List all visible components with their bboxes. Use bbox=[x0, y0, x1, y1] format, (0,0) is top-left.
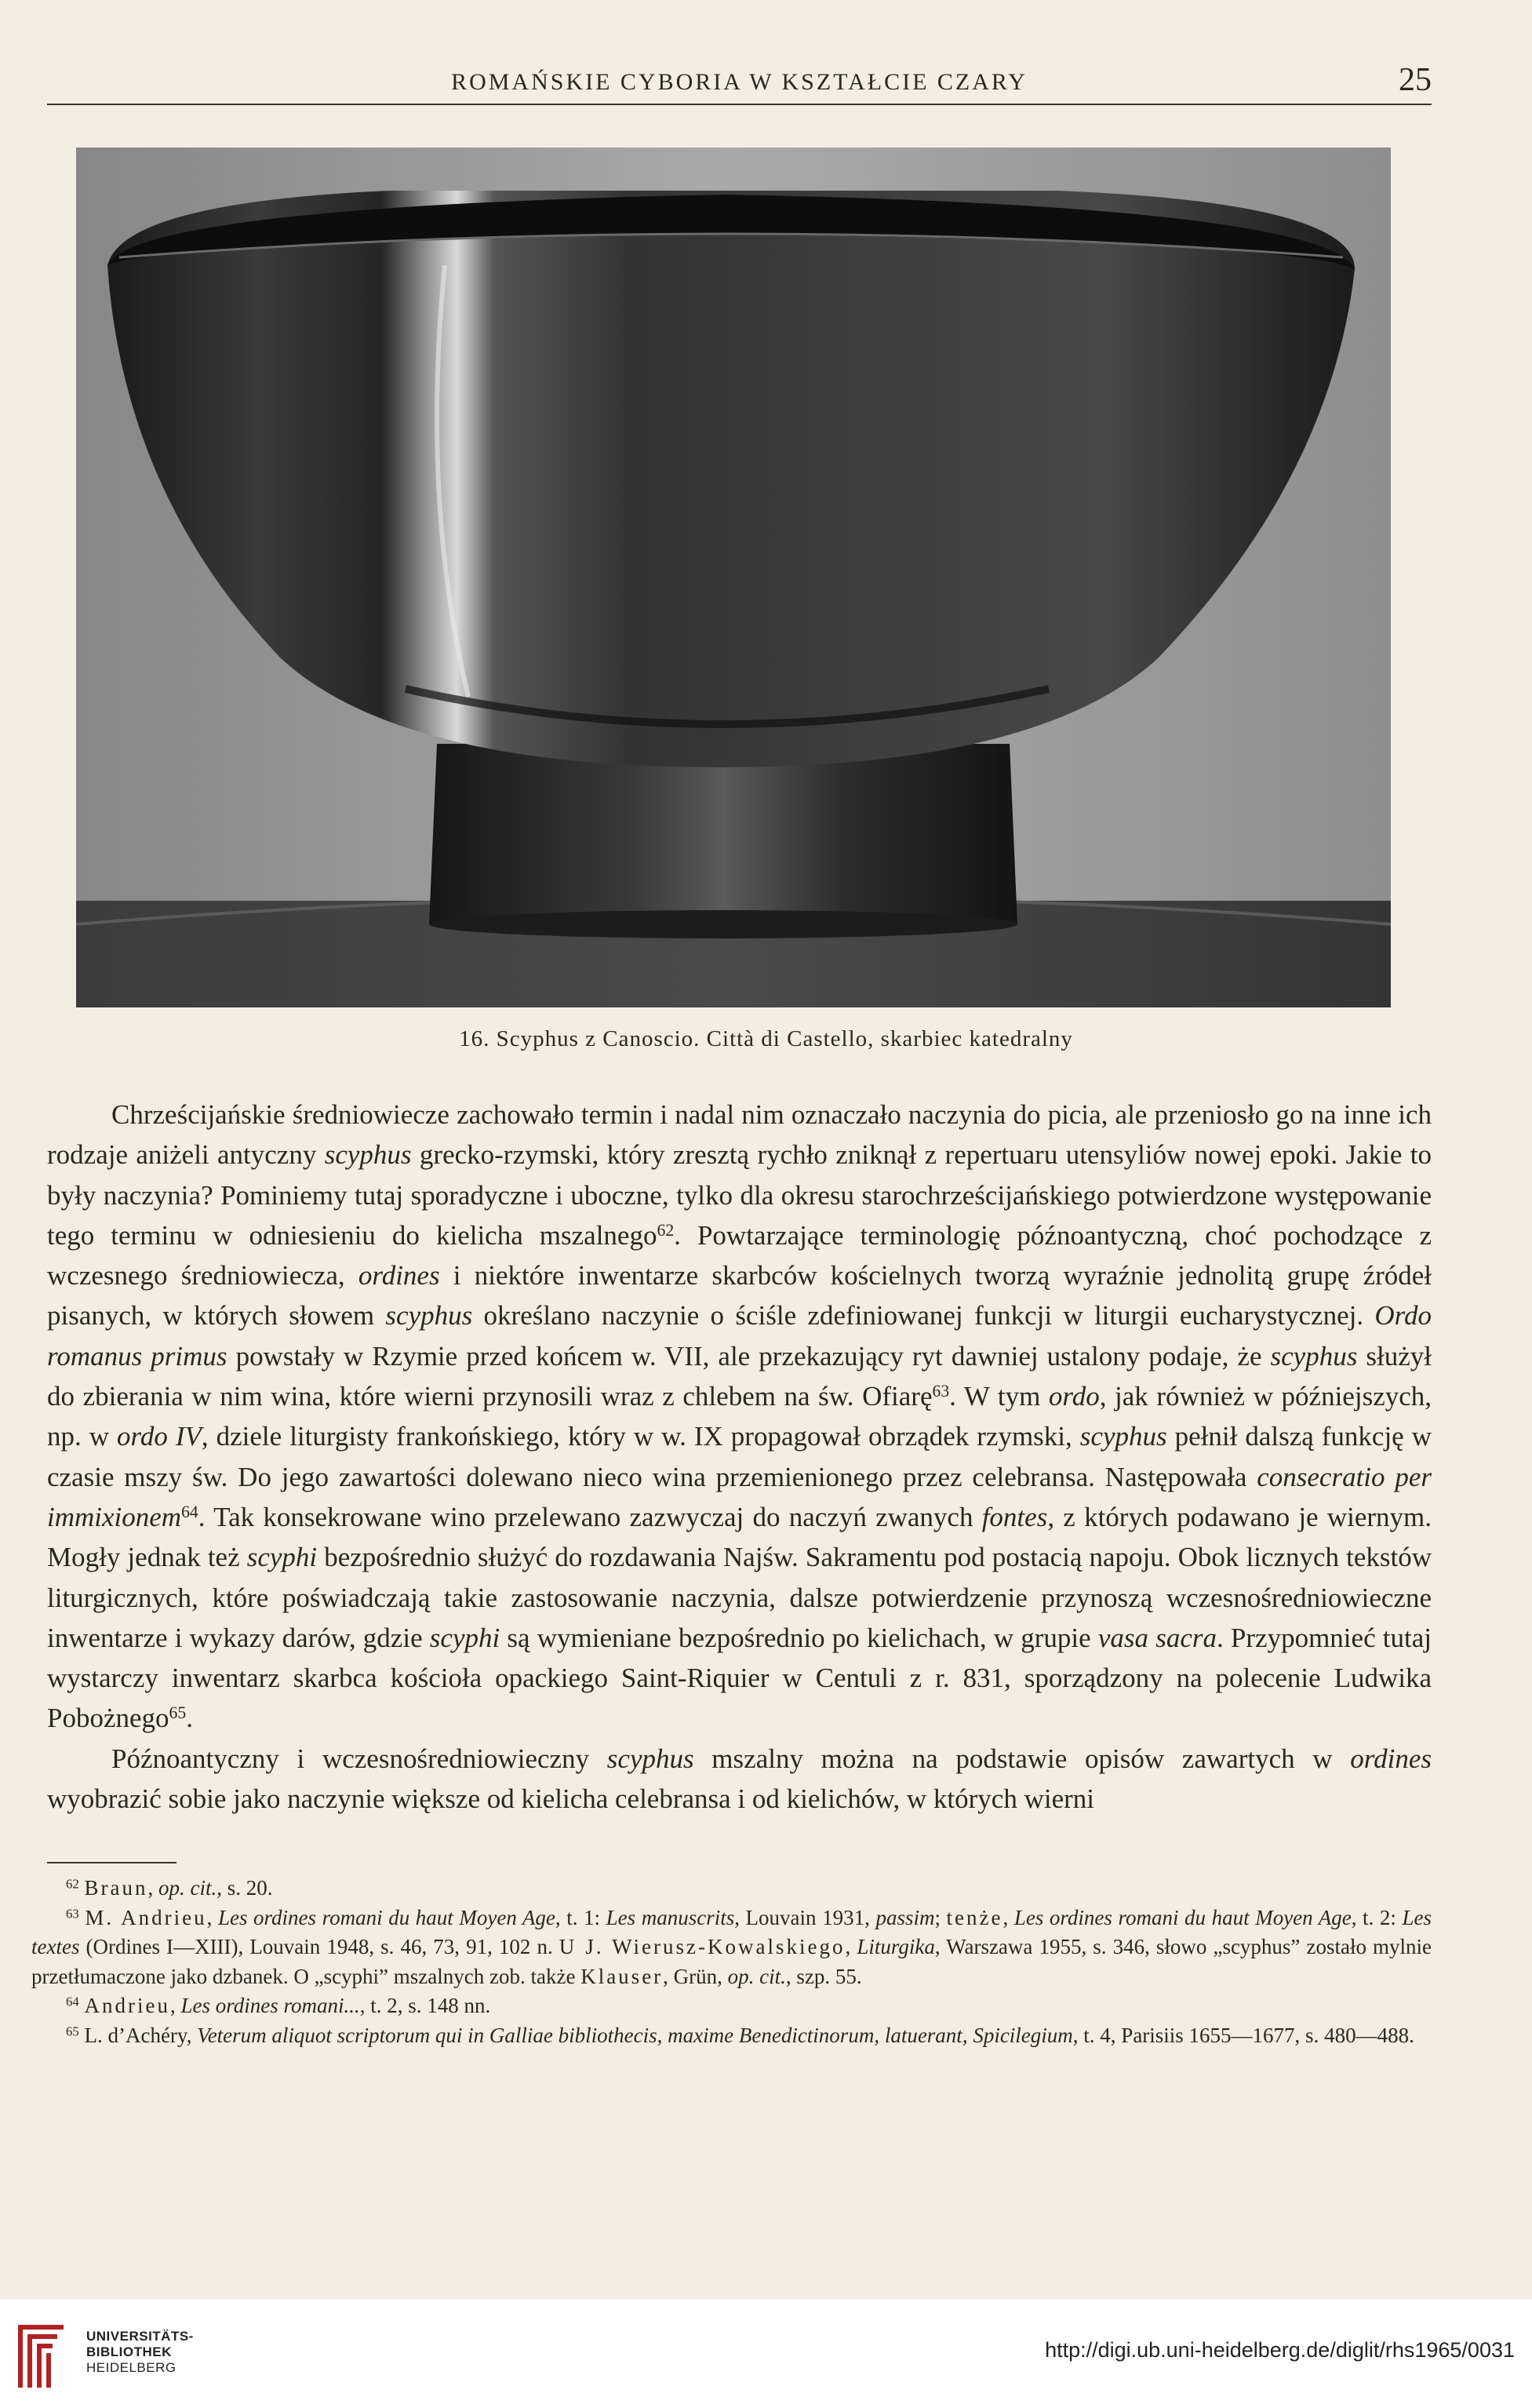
library-name: UNIVERSITÄTS- BIBLIOTHEK HEIDELBERG bbox=[86, 2329, 194, 2375]
figure-caption: 16. Scyphus z Canoscio. Città di Castello, skarbiec katedralny bbox=[459, 1026, 1073, 1051]
footnote-65: $^{65}$ L. d’Achéry, Veterum aliquot scriptorum qui in Galliae bibliothecis, maxime Benedictinorum, latuerant, Spicilegium, t. 4, Parisiis 1655—1677, s. 480—488. bbox=[66, 2023, 1414, 2047]
footnote-ref-62: 62 bbox=[657, 1221, 675, 1240]
footnote-ref-64: 64 bbox=[181, 1503, 198, 1522]
footnote-62: $^{62}$ Braun, op. cit., s. 20. bbox=[66, 1876, 273, 1900]
footnotes bbox=[31, 1874, 1432, 2050]
source-url-link[interactable]: http://digi.ub.uni-heidelberg.de/diglit/rhs1965/0031 bbox=[1045, 2338, 1515, 2362]
footnote-ref-65: 65 bbox=[169, 1703, 187, 1723]
paragraph-2: Późnoantyczny i wczesnośredniowieczny scyphus mszalny można na podstawie opisów zawartych w ordines wyobrazić sobie jako naczynie większe od kielicha celebransa i od kielichów, w których wierni bbox=[47, 1743, 1432, 1815]
digitization-footer bbox=[0, 2299, 1532, 2408]
page-number: 25 bbox=[1399, 62, 1432, 98]
footnote-64: $^{64}$ Andrieu, Les ordines romani..., t. 2, s. 148 nn. bbox=[66, 1994, 491, 2017]
main-text bbox=[47, 1095, 1432, 1819]
paragraph-1: Chrześcijańskie średniowiecze zachowało termin i nadal nim oznaczało naczynia do picia, ale przeniosło go na inne ich rodzaje aniżeli antyczny scyphus grecko-rzymski, który zresztą rychło zniknął z repertuaru utensyliów nowej epoki. Jakie to były naczynia? Pominiemy tutaj sporadyczne i uboczne, tylko dla okresu starochrześcijańskiego potwierdzone występowanie tego terminu w odniesieniu do kielicha mszalnego$^{62}$. Powtarzające terminologię późnoantyczną, choć pochodzące z wczesnego średniowiecza, ordines i niektóre inwentarze skarbców kościelnych tworzą wyraźnie jednolitą grupę źródeł pisanych, w których słowem scyphus określano naczynie o ściśle zdefiniowanej funkcji w liturgii eucharystycznej. Ordo romanus primus powstały w Rzymie przed końcem w. VII, ale przekazujący ryt dawniej ustalony podaje, że scyphus służył do zbierania w nim wina, które wierni przynosili wraz z chlebem na św. Ofiarę$^{63}$. W tym ordo, jak również w późniejszych, np. w ordo IV, dziele liturgisty frankońskiego, który w w. IX propagował obrządek rzymski, scyphus pełnił dalszą funkcję w czasie mszy św. Do jego zawartości dolewano nieco wina przemienionego przez celebransa. Następowała consecratio per immixionem$^{64}$. Tak konsekrowane wino przelewano zazwyczaj do naczyń zwanych fontes, z których podawano je wiernym. Mogły jednak też scyphi bezpośrednio służyć do rozdawania Najśw. Sakramentu pod postacią napoju. Obok licznych tekstów liturgicznych, które poświadczają takie zastosowanie naczynia, dalsze potwierdzenie przynoszą wczesnośredniowieczne inwentarze i wykazy darów, gdzie scyphi są wymieniane bezpośrednio po kielichach, w grupie vasa sacra. Przypomnieć tutaj wystarczy inwentarz skarbca kościoła opackiego Saint-Riquier w Centuli z r. 831, sporządzony na polecenie Ludwika Pobożnego$^{65}$. bbox=[47, 1099, 1432, 1734]
scyphus-photograph bbox=[76, 148, 1391, 1007]
running-title: ROMAŃSKIE CYBORIA W KSZTAŁCIE CZARY bbox=[451, 69, 1028, 95]
running-header bbox=[47, 64, 1432, 105]
footnote-divider bbox=[47, 1862, 176, 1863]
footnote-63: $^{63}$ M. Andrieu, Les ordines romani du haut Moyen Age, t. 1: Les manuscrits, Louvain 1931, passim; tenże, Les ordines romani du haut Moyen Age, t. 2: Les textes (Ordines I—XIII), Louvain 1948, s. 46, 73, 91, 102 n. U J. Wierusz-Kowalskiego, Liturgika, Warszawa 1955, s. 346, słowo „scyphus” zostało mylnie przetłumaczone jako dzbanek. O „scyphi” mszalnych zob. także Klauser, Grün, op. cit., szp. 55. bbox=[31, 1905, 1432, 1988]
footnote-ref-63: 63 bbox=[932, 1382, 950, 1401]
library-logo-icon bbox=[14, 2316, 71, 2395]
